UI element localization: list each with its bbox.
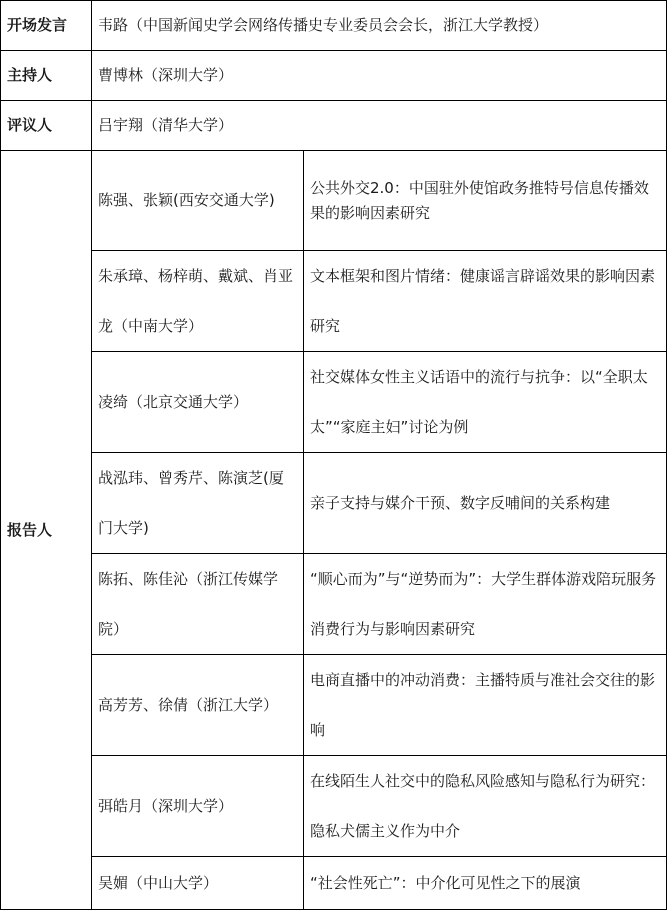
table-row: [1, 151, 667, 251]
presenter-name: 陈强、张颖(西安交通大学): [98, 191, 275, 209]
reviewer-label: 评议人: [1, 101, 92, 151]
presenter-name: 吴媚（中山大学）: [98, 873, 219, 892]
opening-speaker: 韦路（中国新闻史学会网络传播史专业委员会会长，浙江大学教授）: [92, 1, 667, 51]
reviewer-row: [1, 101, 667, 151]
presenter-cell: [92, 453, 304, 554]
topic-cell: [304, 453, 667, 554]
presenter-cell: [92, 352, 304, 453]
reviewer-name: 吕宇翔（清华大学）: [92, 101, 667, 151]
topic-title: “社会性死亡”：中介化可见性之下的展演: [310, 873, 581, 892]
presenter-cell: [92, 151, 304, 251]
topic-cell: [304, 857, 667, 910]
topic-cell: [304, 352, 667, 453]
table-row: [1, 453, 667, 554]
topic-title: 社交媒体女性主义话语中的流行与抗争：以“全职太太”“家庭主妇”讨论为例: [310, 368, 648, 436]
host-label: 主持人: [1, 51, 92, 101]
table-row: [1, 554, 667, 655]
topic-cell: [304, 151, 667, 251]
presenter-name: 弭皓月（深圳大学）: [98, 796, 234, 815]
topic-cell: [304, 756, 667, 857]
table-row: [1, 655, 667, 756]
table-row: [1, 857, 667, 910]
table-row: [1, 756, 667, 857]
presenter-name: 战泓玮、曾秀芹、陈演芝(厦门大学): [98, 469, 284, 537]
topic-cell: [304, 655, 667, 756]
presenter-cell: [92, 756, 304, 857]
topic-title: 文本框架和图片情绪：健康谣言辟谣效果的影响因素研究: [310, 267, 656, 335]
topic-title: 亲子支持与媒介干预、数字反哺间的关系构建: [310, 493, 611, 512]
presenter-label: 报告人: [1, 151, 92, 910]
topic-title: 电商直播中的冲动消费：主播特质与准社会交往的影响: [310, 671, 656, 739]
presenter-name: 陈拓、陈佳沁（浙江传媒学院）: [98, 570, 279, 638]
topic-cell: [304, 251, 667, 352]
presenter-cell: [92, 554, 304, 655]
presenter-cell: [92, 251, 304, 352]
presenter-name: 朱承璋、杨梓萌、戴斌、肖亚龙（中南大学）: [98, 267, 294, 335]
table-row: [1, 251, 667, 352]
opening-row: [1, 1, 667, 51]
presenter-name: 高芳芳、徐倩（浙江大学）: [98, 695, 279, 714]
topic-title: “顺心而为”与“逆势而为”：大学生群体游戏陪玩服务消费行为与影响因素研究: [310, 570, 657, 638]
topic-title: 公共外交2.0：中国驻外使馆政务推特号信息传播效果的影响因素研究: [310, 178, 649, 222]
presenter-cell: [92, 857, 304, 910]
presenter-cell: [92, 655, 304, 756]
opening-label: 开场发言: [1, 1, 92, 51]
table-row: [1, 352, 667, 453]
topic-cell: [304, 554, 667, 655]
host-name: 曹博林（深圳大学）: [92, 51, 667, 101]
presenter-name: 凌绮（北京交通大学）: [98, 392, 249, 411]
topic-title: 在线陌生人社交中的隐私风险感知与隐私行为研究：隐私犬儒主义作为中介: [310, 772, 656, 840]
host-row: [1, 51, 667, 101]
